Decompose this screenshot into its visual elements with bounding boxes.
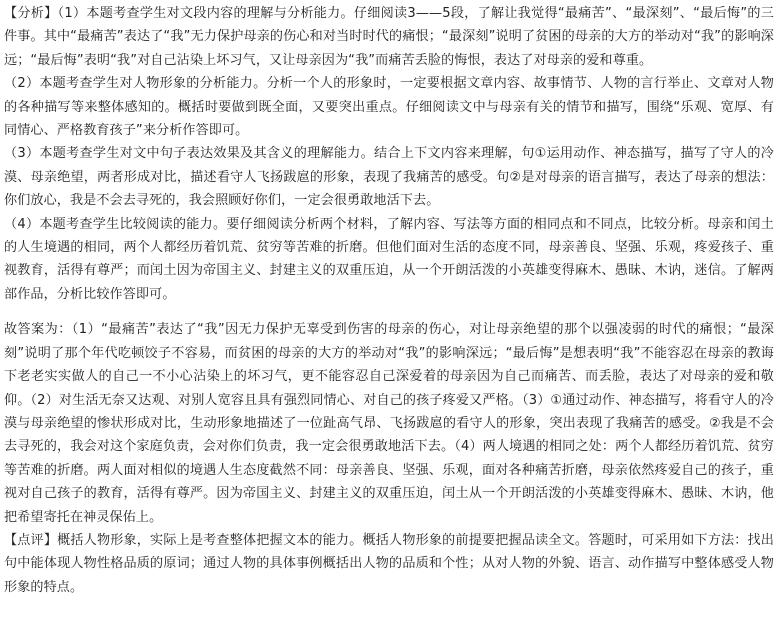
answer-paragraph: 故答案为：（1）“最痛苦”表达了“我”因无力保护无辜受到伤害的母亲的伤心，对让母亲绝望的那个以强凌弱的时代的痛恨；“最深刻”说明了那个年代吃顿饺子不容易，而贫困的母亲的大方的举动对“我”的影响深远；“最后悔”是想表明“我”不能容忍在母亲的教诲下老老实实做人的自己一不小心沾染上的坏习气，更不能容忍自己深爱着的母亲因为自己而痛苦、而丢脸，表达了对母亲的爱和敬仰。（2）对生活无奈又达观、对别人宽容且具有强烈同情心、对自己的孩子疼爱又严格。（3）①通过动作、神态描写，将看守人的冷漠与母亲绝望的惨状形成对比，生动形象地描述了一位趾高气昂、飞扬跋扈的看守人的形象，突出表现了我痛苦的感受。②我是不会去寻死的，我会对这个家庭负责，会对你们负责，我一定会很勇敢地活下去。（4）两人境遇的相同之处：两个人都经历着饥荒、贫穷等苦难的折磨。两人面对相似的境遇人生态度截然不同：母亲善良、坚强、乐观，面对各种痛苦折磨，母亲依然疼爱自己的孩子，重视对自己孩子的教育，活得有尊严。因为帝国主义、封建主义的双重压迫，闰土从一个开朗活泼的小英雄变得麻木、愚昧、木讷，他把希望寄托在神灵保佑上。: [4, 322, 774, 525]
analysis-part-2: （2）本题考查学生对人物形象的分析能力。分析一个人的形象时，一定要根据文章内容、故事情节、人物的言行举止、文章对人物的各种描写等来整体感知的。概括时要做到既全面，又要突出重点。仔细阅读文中与母亲有关的情节和描写，围绕“乐观、宽厚、有同情心、严格教育孩子”来分析作答即可。: [4, 76, 774, 139]
analysis-part-4: （4）本题考查学生比较阅读的能力。要仔细阅读分析两个材料，了解内容、写法等方面的相同点和不同点，比较分析。母亲和闰土的人生境遇的相同，两个人都经历着饥荒、贫穷等苦难的折磨。但他们面对生活的态度不同，母亲善良、坚强、乐观，疼爱孩子、重视教育，活得有尊严；而闰土因为帝国主义、封建主义的双重压迫，从一个开朗活泼的小英雄变得麻木、愚昧、木讷，迷信。了解两部作品，分析比较作答即可。: [4, 216, 774, 302]
analysis-part-3: （3）本题考查学生对文中句子表达效果及其含义的理解能力。结合上下文内容来理解，句①运用动作、神态描写，描写了守人的冷漠、母亲绝望，两者形成对比，描述看守人飞扬跋扈的形象，表现了我痛苦的感受。句②是对母亲的语言描写，表达了母亲的想法：你们放心，我是不会去寻死的，我会照顾好你们，一定会很勇敢地活下去。: [4, 146, 774, 209]
analysis-part-1: 【分析】（1）本题考查学生对文段内容的理解与分析能力。仔细阅读3——5段，了解让我觉得“最痛苦”、“最深刻”、“最后悔”的三件事。其中“最痛苦”表达了“我”无力保护母亲的伤心和对当时时代的痛恨；“最深刻”说明了贫困的母亲的大方的举动对“我”的影响深远；“最后悔”表明“我”对自己沾染上坏习气，又让母亲因为“我”而痛苦丢脸的悔恨，表达了对母亲的爱和尊重。: [4, 6, 774, 68]
comment-paragraph: 【点评】概括人物形象，实际上是考查整体把握文本的能力。概括人物形象的前提要把握品读全文。答题时，可采用如下方法：找出句中能体现人物性格品质的原词；通过人物的具体事例概括出人物的品质和个性；从对人物的外貌、语言、动作描写中整体感受人物形象的特点。: [4, 532, 774, 595]
section-gap: [4, 306, 774, 318]
